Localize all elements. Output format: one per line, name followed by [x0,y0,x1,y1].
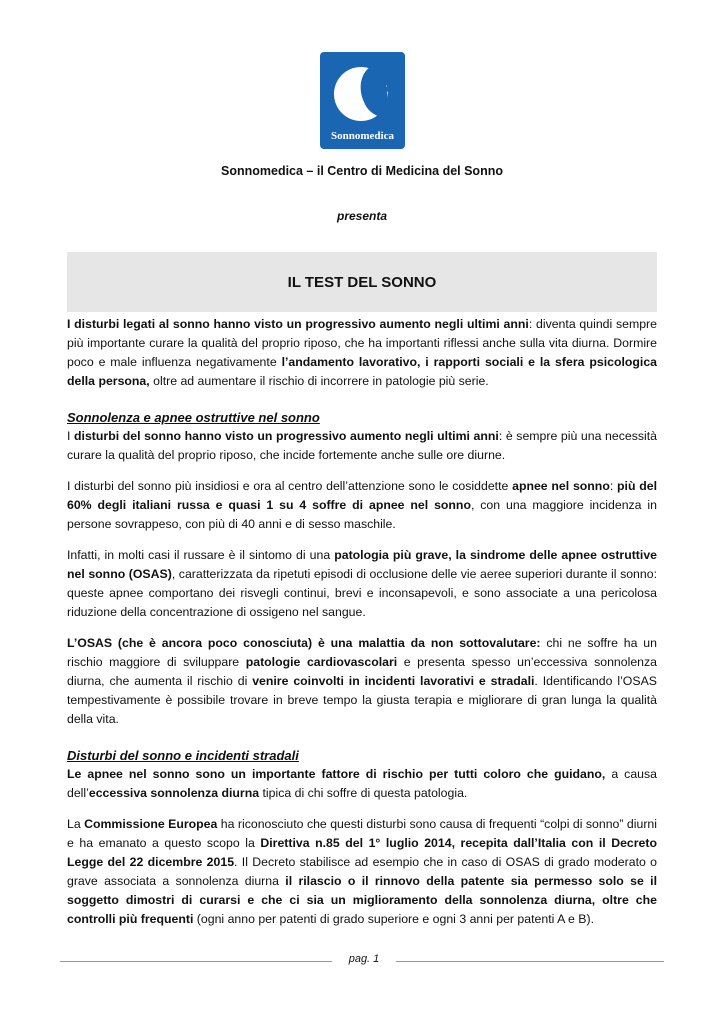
section-heading-sonnolenza: Sonnolenza e apnee ostruttive nel sonno [67,410,320,425]
intro-paragraph: I disturbi legati al sonno hanno visto un progressivo aumento negli ultimi anni: diventa quindi sempre più importante curare la qualità del proprio riposo, che ha importanti riflessi anche sulla vita diurna. Dormire poco e male influenza negativamente l’andamento lavorativo, i rapporti sociali e la sfera psicologica della persona, oltre ad aumentare il rischio di incorrere in patologie più serie. [67,317,657,388]
section1-paragraph-3: Infatti, in molti casi il russare è il sintomo di una patologia più grave, la sindrome delle apnee ostruttive nel sonno (OSAS), caratterizzata da ripetuti episodi di occlusione delle vie aeree superiori durante il sonno: queste apnee comportano dei risvegli continui, brevi e inconsapevoli, e sono associate a una pericolosa riduzione della concentrazione di ossigeno nel sangue. [67,548,657,619]
section1-paragraph-2: I disturbi del sonno più insidiosi e ora al centro dell’attenzione sono le cosiddette apnee nel sonno: più del 60% degli italiani russa e quasi 1 su 4 soffre di apnee nel sonno, con una maggiore incidenza in persone sovrappeso, con più di 40 anni e di sesso maschile. [67,479,658,531]
centre-subtitle: Sonnomedica – il Centro di Medicina del Sonno [221,164,503,178]
presenta-label: presenta [336,209,388,223]
section-heading-incidenti: Disturbi del sonno e incidenti stradali [67,748,299,763]
section1-paragraph-1: I disturbi del sonno hanno visto un progressivo aumento negli ultimi anni: è sempre più una necessità curare la qualità del proprio riposo, che incide fortemente anche sulle ore diurne. [67,429,658,462]
section2-paragraph-2: La Commissione Europea ha riconosciuto che questi disturbi sono causa di frequenti “colpi di sonno” diurni e ha emanato a questo scopo la Direttiva n.85 del 1° luglio 2014, recepita dall’Italia con il Decreto Legge del 22 dicembre 2015. Il Decreto stabilisce ad esempio che in caso di OSAS di grado moderato o grave associata a sonnolenza diurna il rilascio o il rinnovo della patente sia permesso solo se il soggetto dimostri di curarsi e che ci sia un miglioramento della sonnolenza diurna, oltre che controlli più frequenti (ogni anno per patenti di grado superiore e ogni 3 anni per patenti A e B). [67,817,657,926]
logo-text: Sonnomedica [331,130,394,142]
title-banner [67,252,657,312]
footer-rule-left [60,961,332,962]
footer-rule-right [396,961,664,962]
sonnomedica-logo [320,52,405,149]
document-body [67,315,657,941]
page-number: pag. 1 [348,953,380,965]
page-footer [60,951,664,971]
document-title: IL TEST DEL SONNO [287,274,437,291]
section2-paragraph-1: Le apnee nel sonno sono un importante fattore di rischio per tutti coloro che guidano, a causa dell’eccessiva sonnolenza diurna tipica di chi soffre di questa patologia. [67,767,657,800]
section1-paragraph-4: L’OSAS (che è ancora poco conosciuta) è una malattia da non sottovalutare: chi ne soffre ha un rischio maggiore di sviluppare patologie cardiovascolari e presenta spesso un’eccessiva sonnolenza diurna, che aumenta il rischio di venire coinvolti in incidenti lavorativi e stradali. Identificando l’OSAS tempestivamente è possibile trovare in breve tempo la giusta terapia e migliorare di gran lunga la qualità della vita. [67,636,657,726]
